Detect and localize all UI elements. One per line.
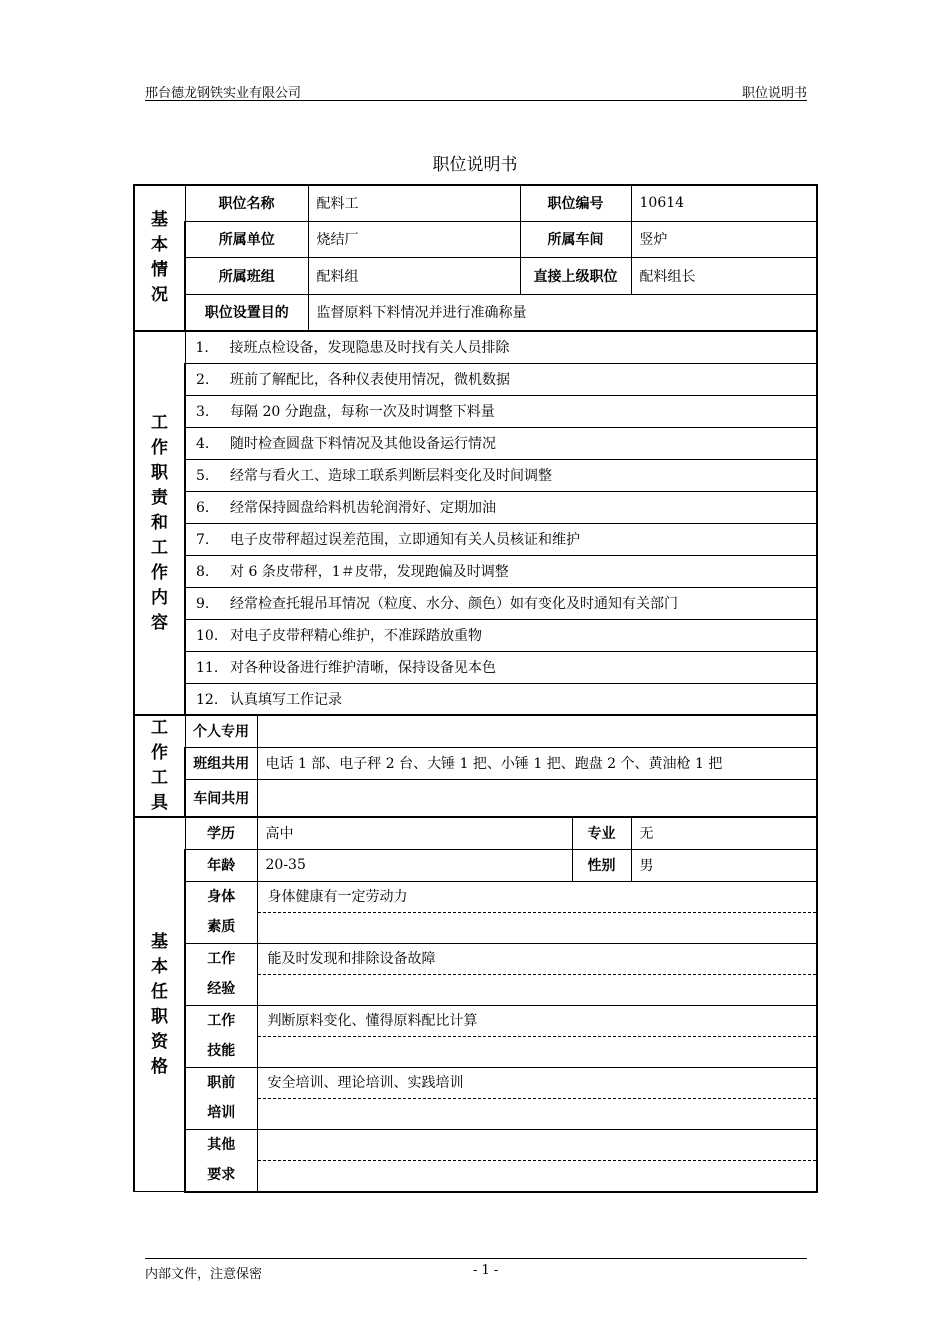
other-value (257, 1129, 817, 1192)
duty-item: 1. 接班点检设备，发现隐患及时找有关人员排除 (185, 331, 817, 363)
footer-note: 内部文件，注意保密 (145, 1267, 263, 1282)
experience-label: 工作 经验 (185, 943, 257, 1005)
education-label: 学历 (185, 817, 257, 849)
purpose-value: 监督原料下料情况并进行准确称量 (308, 294, 817, 331)
duty-item: 11. 对各种设备进行维护清晰，保持设备见本色 (185, 651, 817, 683)
tools-personal-value (257, 715, 817, 747)
duty-item: 7. 电子皮带秤超过误差范围，立即通知有关人员核证和维护 (185, 523, 817, 555)
tools-personal-label: 个人专用 (185, 715, 257, 747)
gender-value: 男 (631, 849, 817, 881)
duty-item: 12. 认真填写工作记录 (185, 683, 817, 715)
position-no-label: 职位编号 (520, 185, 631, 221)
duty-item: 4. 随时检查圆盘下料情况及其他设备运行情况 (185, 427, 817, 459)
section-duties-label: 工 作 职 责 和 工 作 内 容 (134, 331, 185, 715)
duty-item: 5. 经常与看火工、造球工联系判断层料变化及时间调整 (185, 459, 817, 491)
workshop-value: 竖炉 (631, 221, 817, 257)
training-value: 安全培训、理论培训、实践培训 (257, 1067, 817, 1129)
physical-label: 身体 素质 (185, 881, 257, 943)
skills-label: 工作 技能 (185, 1005, 257, 1067)
header-doc-type: 职位说明书 (741, 86, 807, 101)
superior-value: 配料组长 (631, 257, 817, 294)
position-name-value: 配料工 (308, 185, 520, 221)
age-label: 年龄 (185, 849, 257, 881)
position-no-value: 10614 (631, 185, 817, 221)
unit-label: 所属单位 (185, 221, 308, 257)
position-name-label: 职位名称 (185, 185, 308, 221)
tools-team-value: 电话 1 部、电子秤 2 台、大锤 1 把、小锤 1 把、跑盘 2 个、黄油枪 1 把 (257, 747, 817, 779)
document-title: 职位说明书 (432, 155, 518, 175)
page-footer (145, 1258, 807, 1282)
age-value: 20-35 (257, 849, 572, 881)
duty-item: 6. 经常保持圆盘给料机齿轮润滑好、定期加油 (185, 491, 817, 523)
section-tools-label: 工 作 工 具 (134, 715, 185, 817)
duty-item: 10. 对电子皮带秤精心维护，不准踩踏放重物 (185, 619, 817, 651)
major-value: 无 (631, 817, 817, 849)
section-basic-label: 基 本 情 况 (134, 185, 185, 331)
tools-workshop-label: 车间共用 (185, 780, 257, 817)
duty-item: 3. 每隔 20 分跑盘，每称一次及时调整下料量 (185, 395, 817, 427)
page-number: - 1 - (473, 1263, 499, 1278)
physical-value: 身体健康有一定劳动力 (257, 881, 817, 943)
purpose-label: 职位设置目的 (185, 294, 308, 331)
unit-value: 烧结厂 (308, 221, 520, 257)
team-label: 所属班组 (185, 257, 308, 294)
skills-value: 判断原料变化、懂得原料配比计算 (257, 1005, 817, 1067)
duty-item: 8. 对 6 条皮带秤，1＃皮带，发现跑偏及时调整 (185, 555, 817, 587)
header-company: 邢台德龙钢铁实业有限公司 (145, 86, 302, 101)
gender-label: 性别 (572, 849, 631, 881)
other-label: 其他 要求 (185, 1129, 257, 1192)
major-label: 专业 (572, 817, 631, 849)
education-value: 高中 (257, 817, 572, 849)
page-header (145, 80, 807, 101)
team-value: 配料组 (308, 257, 520, 294)
superior-label: 直接上级职位 (520, 257, 631, 294)
experience-value: 能及时发现和排除设备故障 (257, 943, 817, 1005)
duty-item: 2. 班前了解配比，各种仪表使用情况，微机数据 (185, 363, 817, 395)
tools-workshop-value (257, 780, 817, 817)
workshop-label: 所属车间 (520, 221, 631, 257)
duty-item: 9. 经常检查托辊吊耳情况（粒度、水分、颜色）如有变化及时通知有关部门 (185, 587, 817, 619)
tools-team-label: 班组共用 (185, 747, 257, 779)
training-label: 职前 培训 (185, 1067, 257, 1129)
job-description-table (133, 184, 818, 1193)
section-qualifications-label: 基 本 任 职 资 格 (134, 817, 185, 1192)
